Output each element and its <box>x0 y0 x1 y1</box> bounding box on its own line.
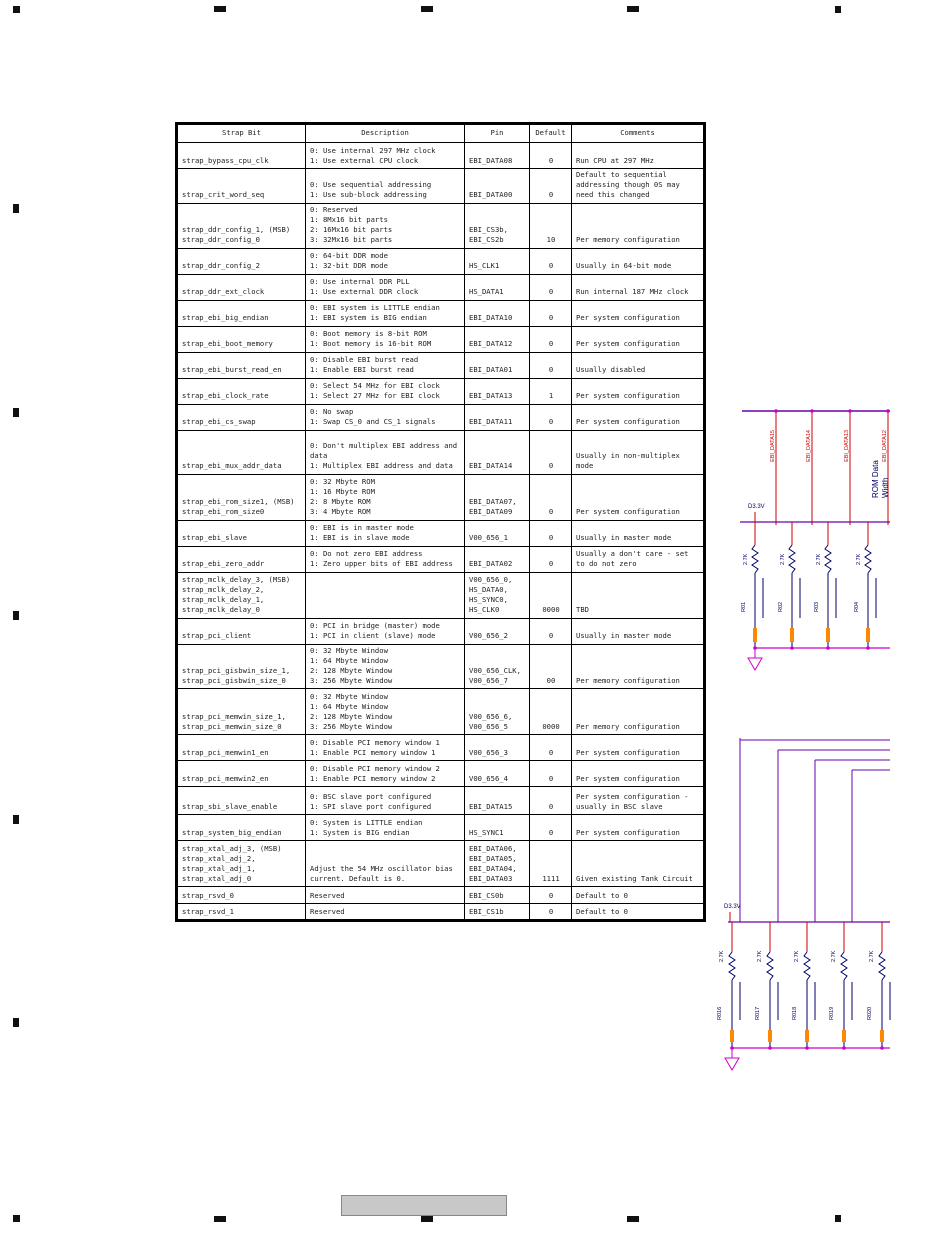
part-marking <box>753 628 757 642</box>
part-marking <box>790 628 794 642</box>
cell-description: 0: Select 54 MHz for EBI clock 1: Select 27 MHz for EBI clock <box>306 378 465 404</box>
table-row <box>177 815 705 841</box>
table-row <box>177 761 705 787</box>
cell-description: 0: Don't multiplex EBI address and data 1: Multiplex EBI address and data <box>306 430 465 474</box>
resistor-symbol <box>841 952 847 980</box>
table-row <box>177 169 705 204</box>
cell-strap-bit: strap_ddr_config_2 <box>177 248 306 274</box>
table-row <box>177 904 705 921</box>
cell-strap-bit: strap_xtal_adj_3, (MSB) strap_xtal_adj_2, strap_xtal_adj_1, strap_xtal_adj_0 <box>177 841 306 887</box>
cell-description: 0: 32 Mbyte Window 1: 64 Mbyte Window 2: 128 Mbyte Window 3: 256 Mbyte Window <box>306 689 465 735</box>
cell-default: 0 <box>530 787 572 815</box>
cell-comments: Usually a don't care - set to do not zero <box>572 546 705 572</box>
resistor-symbol <box>752 545 758 573</box>
registration-mark <box>214 6 226 12</box>
cell-default: 0 <box>530 474 572 520</box>
cell-description <box>306 572 465 618</box>
part-marking <box>730 1030 734 1042</box>
strap-resistor-schematic-top <box>700 400 895 680</box>
table-row <box>177 430 705 474</box>
cell-description: 0: Use sequential addressing 1: Use sub-block addressing <box>306 169 465 204</box>
table-row <box>177 378 705 404</box>
cell-strap-bit: strap_ddr_config_1, (MSB) strap_ddr_config_0 <box>177 203 306 248</box>
registration-mark <box>835 6 841 13</box>
cell-strap-bit: strap_ebi_big_endian <box>177 300 306 326</box>
cell-description: 0: Boot memory is 8-bit ROM 1: Boot memory is 16-bit ROM <box>306 326 465 352</box>
cell-comments: Usually in non-multiplex mode <box>572 430 705 474</box>
cell-pin: EBI_DATA14 <box>465 430 530 474</box>
cell-description: 0: 64-bit DDR mode 1: 32-bit DDR mode <box>306 248 465 274</box>
part-marking <box>805 1030 809 1042</box>
cell-pin: EBI_DATA10 <box>465 300 530 326</box>
table-row <box>177 474 705 520</box>
strap-resistor-schematic-bottom <box>700 730 895 1080</box>
table-header-row <box>177 124 705 143</box>
resistor-value: 2.7K <box>816 553 822 565</box>
cell-strap-bit: strap_pci_memwin_size_1, strap_pci_memwin_size_0 <box>177 689 306 735</box>
cell-description: 0: System is LITTLE endian 1: System is BIG endian <box>306 815 465 841</box>
cell-strap-bit: strap_ebi_slave <box>177 520 306 546</box>
column-header-comments: Comments <box>572 124 705 143</box>
part-ref: R01 <box>741 601 747 612</box>
part-ref: R018 <box>792 1006 798 1020</box>
resistor-symbol <box>729 952 735 980</box>
cell-strap-bit: strap_pci_memwin2_en <box>177 761 306 787</box>
cell-description: 0: Disable PCI memory window 2 1: Enable PCI memory window 2 <box>306 761 465 787</box>
cell-comments: Per system configuration <box>572 404 705 430</box>
part-marking <box>768 1030 772 1042</box>
supply-label: D3.3V <box>724 904 741 910</box>
cell-description: 0: EBI system is LITTLE endian 1: EBI system is BIG endian <box>306 300 465 326</box>
table-row <box>177 787 705 815</box>
cell-default: 0 <box>530 618 572 644</box>
cell-default: 0 <box>530 326 572 352</box>
cell-strap-bit: strap_ebi_rom_size1, (MSB) strap_ebi_rom_size0 <box>177 474 306 520</box>
cell-pin: EBI_DATA11 <box>465 404 530 430</box>
resistor-symbol <box>767 952 773 980</box>
part-ref: R03 <box>814 601 820 612</box>
cell-default: 0 <box>530 887 572 904</box>
cell-comments: Per memory configuration <box>572 689 705 735</box>
part-marking <box>880 1030 884 1042</box>
resistor-value: 2.7K <box>719 950 725 962</box>
rom-data-label: ROM Data <box>871 460 880 498</box>
cell-default: 00 <box>530 644 572 689</box>
column-header-pin: Pin <box>465 124 530 143</box>
table-row <box>177 618 705 644</box>
cell-comments: TBD <box>572 572 705 618</box>
registration-mark <box>13 204 19 213</box>
footer-page-label-box <box>341 1195 507 1216</box>
cell-description: 0: BSC slave port configured 1: SPI slave port configured <box>306 787 465 815</box>
cell-description: Reserved <box>306 904 465 921</box>
part-marking <box>842 1030 846 1042</box>
cell-comments: Per system configuration <box>572 761 705 787</box>
table-row <box>177 520 705 546</box>
registration-mark <box>214 1216 226 1222</box>
cell-strap-bit: strap_system_big_endian <box>177 815 306 841</box>
column-header-default: Default <box>530 124 572 143</box>
net-label: EBI_DATA15 <box>770 430 776 462</box>
cell-comments: Given existing Tank Circuit <box>572 841 705 887</box>
registration-mark <box>627 6 639 12</box>
cell-description: Reserved <box>306 887 465 904</box>
resistor-value: 2.7K <box>856 553 862 565</box>
cell-comments: Usually in 64-bit mode <box>572 248 705 274</box>
cell-strap-bit: strap_ebi_boot_memory <box>177 326 306 352</box>
registration-mark <box>13 815 19 824</box>
cell-strap-bit: strap_ebi_clock_rate <box>177 378 306 404</box>
cell-default: 10 <box>530 203 572 248</box>
cell-strap-bit: strap_pci_gisbwin_size_1, strap_pci_gisbwin_size_0 <box>177 644 306 689</box>
supply-label: D3.3V <box>748 504 765 510</box>
cell-comments: Usually in master mode <box>572 618 705 644</box>
table-row <box>177 546 705 572</box>
cell-strap-bit: strap_rsvd_1 <box>177 904 306 921</box>
registration-mark <box>835 1215 841 1222</box>
junction-dot <box>848 409 852 413</box>
cell-description: 0: Disable PCI memory window 1 1: Enable PCI memory window 1 <box>306 735 465 761</box>
cell-comments: Per system configuration <box>572 474 705 520</box>
cell-pin: V00_656_1 <box>465 520 530 546</box>
cell-default: 0 <box>530 904 572 921</box>
cell-comments: Run CPU at 297 MHz <box>572 143 705 169</box>
cell-description: 0: PCI in bridge (master) mode 1: PCI in client (slave) mode <box>306 618 465 644</box>
part-ref: R020 <box>867 1006 873 1020</box>
part-ref: R04 <box>854 601 860 612</box>
cell-strap-bit: strap_ebi_burst_read_en <box>177 352 306 378</box>
part-ref: R017 <box>755 1006 761 1020</box>
cell-comments: Per system configuration <box>572 815 705 841</box>
part-ref: R019 <box>829 1006 835 1020</box>
cell-pin: EBI_DATA07, EBI_DATA09 <box>465 474 530 520</box>
table-row <box>177 274 705 300</box>
cell-pin: V00_656_3 <box>465 735 530 761</box>
cell-description: 0: Use internal DDR PLL 1: Use external DDR clock <box>306 274 465 300</box>
cell-default: 0000 <box>530 689 572 735</box>
cell-strap-bit: strap_ebi_zero_addr <box>177 546 306 572</box>
cell-pin: HS_SYNC1 <box>465 815 530 841</box>
cell-default: 0 <box>530 274 572 300</box>
cell-pin: EBI_CS1b <box>465 904 530 921</box>
cell-strap-bit: strap_ddr_ext_clock <box>177 274 306 300</box>
cell-description: 0: No swap 1: Swap CS_0 and CS_1 signals <box>306 404 465 430</box>
registration-mark <box>627 1216 639 1222</box>
cell-default: 0 <box>530 248 572 274</box>
cell-comments: Per system configuration <box>572 300 705 326</box>
cell-default: 0000 <box>530 572 572 618</box>
resistor-value: 2.7K <box>780 553 786 565</box>
resistor-value: 2.7K <box>743 553 749 565</box>
cell-pin: V00_656_4 <box>465 761 530 787</box>
cell-comments: Per memory configuration <box>572 644 705 689</box>
cell-default: 0 <box>530 300 572 326</box>
part-ref: R016 <box>717 1006 723 1020</box>
resistor-value: 2.7K <box>869 950 875 962</box>
cell-pin: EBI_CS3b, EBI_CS2b <box>465 203 530 248</box>
part-marking <box>866 628 870 642</box>
resistor-symbol <box>865 545 871 573</box>
table-row <box>177 887 705 904</box>
registration-mark <box>421 6 433 12</box>
net-label: EBI_DATA12 <box>882 430 888 462</box>
cell-strap-bit: strap_ebi_mux_addr_data <box>177 430 306 474</box>
column-header-description: Description <box>306 124 465 143</box>
junction-dot <box>886 409 890 413</box>
cell-default: 0 <box>530 430 572 474</box>
resistor-symbol <box>825 545 831 573</box>
registration-mark <box>13 6 20 13</box>
cell-pin: V00_656_6, V00_656_5 <box>465 689 530 735</box>
cell-comments: Per system configuration - usually in BSC slave <box>572 787 705 815</box>
column-header-strap-bit: Strap Bit <box>177 124 306 143</box>
junction-dot <box>810 409 814 413</box>
part-ref: R02 <box>778 601 784 612</box>
table-row <box>177 735 705 761</box>
table-row <box>177 644 705 689</box>
table-row <box>177 404 705 430</box>
cell-strap-bit: strap_pci_memwin1_en <box>177 735 306 761</box>
cell-default: 0 <box>530 815 572 841</box>
cell-default: 0 <box>530 735 572 761</box>
table-row <box>177 248 705 274</box>
cell-pin: EBI_DATA00 <box>465 169 530 204</box>
rom-width-label: Width <box>881 477 890 498</box>
cell-pin: V00_656_CLK, V00_656_7 <box>465 644 530 689</box>
resistor-value: 2.7K <box>794 950 800 962</box>
resistor-symbol <box>879 952 885 980</box>
cell-default: 0 <box>530 352 572 378</box>
cell-description: Adjust the 54 MHz oscillator bias current. Default is 0. <box>306 841 465 887</box>
resistor-value: 2.7K <box>831 950 837 962</box>
ground-icon <box>725 1058 739 1070</box>
cell-pin: EBI_CS0b <box>465 887 530 904</box>
cell-strap-bit: strap_bypass_cpu_clk <box>177 143 306 169</box>
table-row <box>177 203 705 248</box>
cell-description: 0: Use internal 297 MHz clock 1: Use external CPU clock <box>306 143 465 169</box>
cell-pin: V00_656_0, HS_DATA0, HS_SYNC0, HS_CLK0 <box>465 572 530 618</box>
cell-description: 0: Do not zero EBI address 1: Zero upper bits of EBI address <box>306 546 465 572</box>
cell-comments: Run internal 187 MHz clock <box>572 274 705 300</box>
cell-pin: EBI_DATA12 <box>465 326 530 352</box>
cell-comments: Default to sequential addressing though 0S may need this changed <box>572 169 705 204</box>
cell-comments: Default to 0 <box>572 887 705 904</box>
cell-default: 0 <box>530 520 572 546</box>
cell-comments: Usually disabled <box>572 352 705 378</box>
cell-default: 1111 <box>530 841 572 887</box>
registration-mark <box>13 611 19 620</box>
table-row <box>177 300 705 326</box>
cell-comments: Per system configuration <box>572 378 705 404</box>
resistor-value: 2.7K <box>757 950 763 962</box>
table-row <box>177 689 705 735</box>
junction-dot <box>774 409 778 413</box>
cell-comments: Per memory configuration <box>572 203 705 248</box>
table-row <box>177 572 705 618</box>
cell-pin: V00_656_2 <box>465 618 530 644</box>
table-row <box>177 352 705 378</box>
table-row <box>177 326 705 352</box>
cell-strap-bit: strap_sbi_slave_enable <box>177 787 306 815</box>
cell-default: 0 <box>530 761 572 787</box>
cell-pin: EBI_DATA08 <box>465 143 530 169</box>
registration-mark <box>421 1216 433 1222</box>
cell-pin: HS_DATA1 <box>465 274 530 300</box>
cell-pin: HS_CLK1 <box>465 248 530 274</box>
cell-comments: Per system configuration <box>572 735 705 761</box>
resistor-symbol <box>804 952 810 980</box>
cell-strap-bit: strap_pci_client <box>177 618 306 644</box>
cell-default: 0 <box>530 546 572 572</box>
registration-mark <box>13 408 19 417</box>
cell-description: 0: Disable EBI burst read 1: Enable EBI burst read <box>306 352 465 378</box>
cell-pin: EBI_DATA01 <box>465 352 530 378</box>
registration-mark <box>13 1018 19 1027</box>
cell-comments: Usually in master mode <box>572 520 705 546</box>
net-label: EBI_DATA13 <box>844 430 850 462</box>
cell-strap-bit: strap_rsvd_0 <box>177 887 306 904</box>
cell-description: 0: 32 Mbyte ROM 1: 16 Mbyte ROM 2: 8 Mbyte ROM 3: 4 Mbyte ROM <box>306 474 465 520</box>
cell-pin: EBI_DATA15 <box>465 787 530 815</box>
cell-default: 0 <box>530 143 572 169</box>
cell-description: 0: 32 Mbyte Window 1: 64 Mbyte Window 2: 128 Mbyte Window 3: 256 Mbyte Window <box>306 644 465 689</box>
cell-description: 0: EBI is in master mode 1: EBI is in slave mode <box>306 520 465 546</box>
cell-description: 0: Reserved 1: 8Mx16 bit parts 2: 16Mx16 bit parts 3: 32Mx16 bit parts <box>306 203 465 248</box>
cell-pin: EBI_DATA06, EBI_DATA05, EBI_DATA04, EBI_DATA03 <box>465 841 530 887</box>
cell-default: 1 <box>530 378 572 404</box>
table-row <box>177 143 705 169</box>
ground-icon <box>748 658 762 670</box>
cell-pin: EBI_DATA02 <box>465 546 530 572</box>
cell-pin: EBI_DATA13 <box>465 378 530 404</box>
strap-bit-table <box>175 122 706 922</box>
net-label: EBI_DATA14 <box>806 430 812 462</box>
cell-strap-bit: strap_crit_word_seq <box>177 169 306 204</box>
cell-default: 0 <box>530 169 572 204</box>
part-marking <box>826 628 830 642</box>
cell-default: 0 <box>530 404 572 430</box>
cell-comments: Default to 0 <box>572 904 705 921</box>
table-row <box>177 841 705 887</box>
registration-mark <box>13 1215 20 1222</box>
resistor-symbol <box>789 545 795 573</box>
cell-strap-bit: strap_ebi_cs_swap <box>177 404 306 430</box>
cell-comments: Per system configuration <box>572 326 705 352</box>
table-body <box>177 143 705 921</box>
cell-strap-bit: strap_mclk_delay_3, (MSB) strap_mclk_delay_2, strap_mclk_delay_1, strap_mclk_delay_0 <box>177 572 306 618</box>
